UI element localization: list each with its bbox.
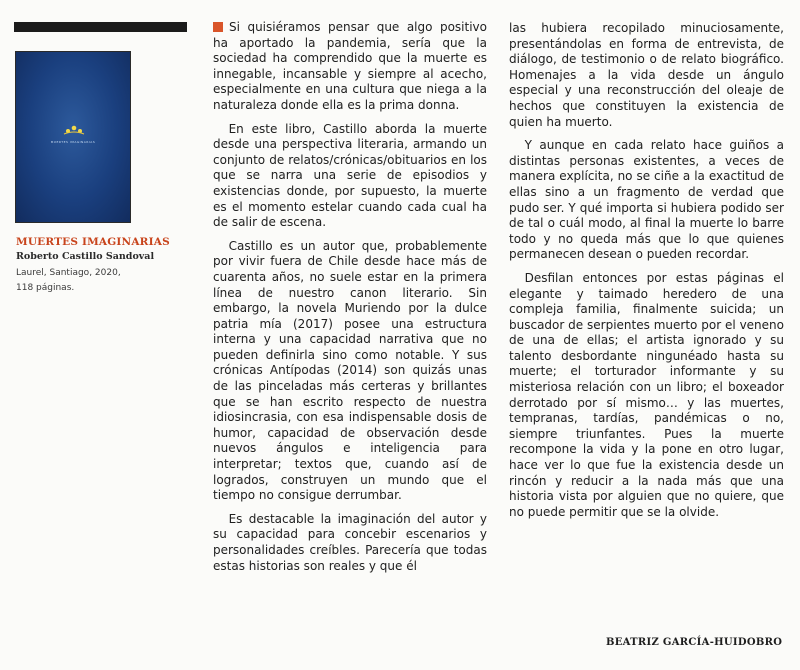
article-column-2 [509,21,784,520]
cover-title-text: MUERTES IMAGINARIAS [50,140,96,144]
book-publication-info [16,266,186,296]
top-rule-bar [14,22,187,32]
article-paragraph: Y aunque en cada relato hace guiños a distintas personas existentes, a veces de manera explícita, no se ciñe a la exactitud de ellas sino a un fragmento de verdad que pudo ser. Y qué importa si hubiera podido ser de tal o cuál modo, al final la muerte lo barre todo y no queda más que lo que quienes permanecen desean o pueden recordar. [509,138,784,262]
book-title: MUERTES IMAGINARIAS [16,236,170,248]
article-paragraph: Es destacable la imaginación del autor y su capacidad para concebir escenarios y personalidades creíbles. Parecería que todas estas historias son reales y que él [213,511,487,573]
article-column-1 [213,20,487,574]
book-author: Roberto Castillo Sandoval [16,251,155,262]
book-cover [16,52,130,222]
article-paragraph: Si quisiéramos pensar que algo positivo ha aportado la pandemia, sería que la sociedad ha comprendido que la muerte es innegable, incansable y siempre al acecho, especialmente en una cultura que niega a la naturaleza donde ella es la prima donna. [213,20,487,112]
article-signature: BEATRIZ GARCÍA-HUIDOBRO [606,637,783,648]
article-paragraph: En este libro, Castillo aborda la muerte desde una perspectiva literaria, armando un conjunto de relatos/crónicas/obituarios en los que se narra una serie de episodios y existencias donde, por supuesto, la muerte es el momento estelar cuando cada cual ha de salir de escena. [213,121,487,230]
article-paragraph: Castillo es un autor que, probablemente por vivir fuera de Chile desde hace más de cuarenta años, no suele estar en la primera línea de nuestro canon literario. Sin embargo, la novela Muriendo por la dulce patria mía (2017) posee una estructura interna y una capacidad narrativa que no pueden definirla sino como notable. Y sus crónicas Antípodas (2014) son quizás unas de las pinceladas más certeras y brillantes que se han escrito respecto de nuestra idiosincrasia, con esa indispensable dosis de humor, capacidad de observación desde nuevos ángulos e inteligencia para interpretar; textos que, cuando así de logrados, construyen un mundo que el tiempo no consigue derrumbar. [213,238,487,503]
publisher-line: Laurel, Santiago, 2020, [16,268,121,278]
cover-emblem-icon [62,124,86,136]
article-start-square-icon [213,22,223,32]
pages-line: 118 páginas. [16,283,75,293]
article-paragraph: Desfilan entonces por estas páginas el elegante y taimado heredero de una compleja familia, finalmente suicida; un buscador de serpientes muerto por el veneno de una de ellas; el artista ignorado y su talento desbordante ningunéado hasta su muerte; el torturador informante y su misteriosa relación con un libro; el boxeador derrotado por sí mismo… y las muertes, tempranas, tardías, pandémicas o no, siempre triunfantes. Pues la muerte recompone la vida y la pone en otro lugar, hace ver lo que fue la existencia desde un rincón y reducir a la nada más que una historia vista por alguien que no quiere, que no puede permitir que se la olvide. [509,270,784,519]
article-paragraph: las hubiera recopilado minuciosamente, presentándolas en forma de entrevista, de diálogo, de testimonio o de relato biográfico. Homenajes a la vida desde un ángulo especial y una reconstrucción del oleaje de hechos que constituyen la existencia de quien ha muerto. [509,21,784,129]
